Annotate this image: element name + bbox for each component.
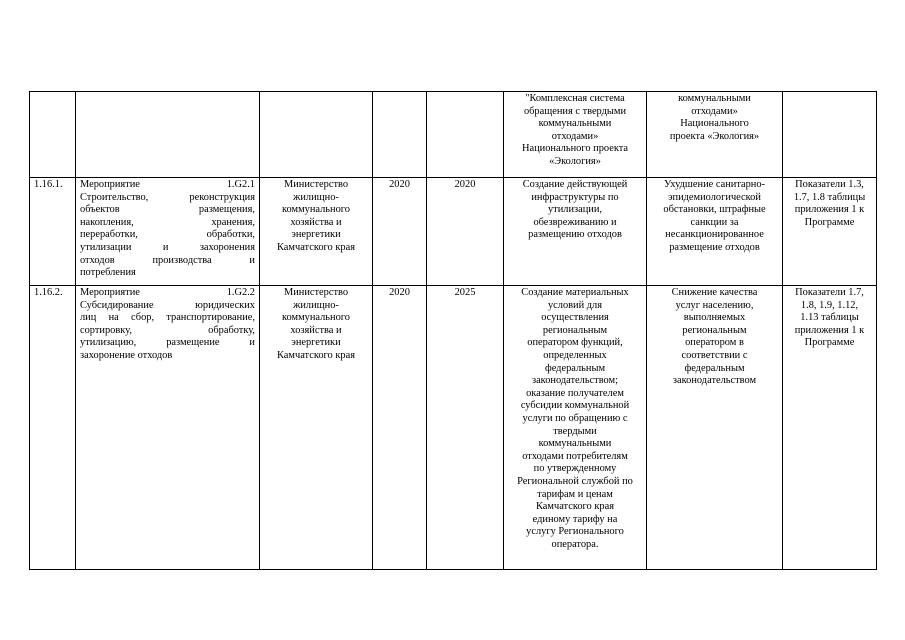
measure-line: Мероприятие 1.G2.2 <box>80 287 255 298</box>
executor-line: энергетики <box>291 337 341 349</box>
indicators-line: Программе <box>804 216 855 228</box>
consequence-line: услуг населению, <box>675 299 754 311</box>
consequence-line: санкции за <box>690 216 739 228</box>
result-line: Создание материальных <box>521 287 629 298</box>
measure-line: переработки, обработки, <box>80 229 255 241</box>
cell-year-end <box>427 92 504 178</box>
cell-year-start <box>373 92 427 178</box>
executor-line: хозяйства и <box>290 216 342 228</box>
executor-line: хозяйства и <box>290 324 342 336</box>
consequence-line: размещение отходов <box>669 241 760 253</box>
cell-executor <box>260 92 373 178</box>
result-line: "Комплексная система <box>525 93 625 104</box>
measure-line: Мероприятие 1.G2.1 <box>80 179 255 190</box>
table-row-continuation <box>30 92 877 178</box>
consequence-line: отходами» <box>691 105 738 117</box>
measure-line: утилизации и захоронения <box>80 241 255 253</box>
table-row <box>30 178 877 286</box>
measure-line: Субсидирование юридических <box>80 299 255 311</box>
consequence-line: эпидемиологической <box>668 191 761 203</box>
cell-result <box>504 92 647 178</box>
cell-measure <box>76 178 260 286</box>
consequence-line: Национального <box>680 118 749 130</box>
result-line: определенных <box>543 349 607 361</box>
result-line: Камчатского края <box>536 501 614 513</box>
measures-table <box>29 91 877 570</box>
result-line: условий для <box>547 299 603 311</box>
consequence-line: Ухудшение санитарно- <box>663 179 766 190</box>
result-line: «Экология» <box>549 155 601 167</box>
executor-line: энергетики <box>291 229 341 241</box>
consequence-line: соответствии с <box>681 349 748 361</box>
executor-line: жилищно- <box>293 299 339 311</box>
cell-year-end: 2020 <box>427 178 504 286</box>
result-line: коммунальными <box>538 438 612 450</box>
indicators-line: приложения 1 к <box>794 324 865 336</box>
measure-line: захоронение отходов <box>80 349 173 361</box>
cell-indicators <box>783 92 877 178</box>
result-line: Национального проекта <box>521 143 629 155</box>
indicators-line: Показатели 1.3, <box>795 179 864 190</box>
consequence-line: коммунальными <box>678 93 751 104</box>
result-line: Региональной службой по <box>517 475 633 487</box>
indicators-line: 1.7, 1.8 таблицы <box>793 191 866 203</box>
executor-line: Министерство <box>283 179 349 190</box>
result-line: отходами» <box>551 130 599 142</box>
cell-measure <box>76 286 260 570</box>
result-line: услугу Регионального <box>526 526 624 538</box>
measure-line: объектов размещения, <box>80 204 255 216</box>
measure-line: отходов производства и <box>80 254 255 266</box>
result-line: законодательством; <box>531 375 619 387</box>
result-line: утилизации, <box>547 204 603 216</box>
executor-line: Камчатского края <box>277 349 355 361</box>
executor-line: коммунального <box>281 312 350 324</box>
indicators-line: Программе <box>804 337 855 349</box>
cell-number <box>30 92 76 178</box>
result-line: федеральным <box>544 362 606 374</box>
cell-year-start: 2020 <box>373 178 427 286</box>
cell-number: 1.16.2. <box>30 286 76 570</box>
consequence-line: Снижение качества <box>671 287 758 298</box>
consequence-line: несанкционированное <box>665 229 764 241</box>
consequence-line: выполняемых <box>683 312 746 324</box>
cell-number: 1.16.1. <box>30 178 76 286</box>
consequence-line: обстановки, штрафные <box>663 204 766 216</box>
measure-line: Строительство, реконструкция <box>80 191 255 203</box>
result-line: размещению отходов <box>528 229 622 241</box>
indicators-line: Показатели 1.7, <box>795 287 864 298</box>
result-line: региональным <box>542 324 608 336</box>
measure-line: сортировку, обработку, <box>80 324 255 336</box>
executor-line: Камчатского края <box>277 241 355 253</box>
result-line: услуги по обращению с <box>522 412 628 424</box>
result-line: Создание действующей <box>522 179 628 190</box>
result-line: осуществления <box>541 312 609 324</box>
cell-consequence <box>647 92 783 178</box>
result-line: тарифам и ценам <box>537 488 613 500</box>
result-line: отходами потребителям <box>522 450 628 462</box>
table-row <box>30 286 877 570</box>
result-line: обезвреживанию и <box>533 216 617 228</box>
measure-line: утилизацию, размещение и <box>80 337 255 349</box>
executor-line: коммунального <box>281 204 350 216</box>
cell-consequence <box>647 286 783 570</box>
result-line: субсидии коммунальной <box>520 400 630 412</box>
executor-line: жилищно- <box>293 191 339 203</box>
cell-indicators <box>783 178 877 286</box>
cell-measure <box>76 92 260 178</box>
cell-consequence <box>647 178 783 286</box>
result-line: коммунальными <box>538 118 612 130</box>
cell-result <box>504 286 647 570</box>
consequence-line: оператором в <box>685 337 744 349</box>
result-line: оператором функций, <box>527 337 623 349</box>
consequence-line: региональным <box>682 324 747 336</box>
result-line: по утвержденному <box>533 463 617 475</box>
indicators-line: 1.13 таблицы <box>800 312 859 324</box>
cell-year-end: 2025 <box>427 286 504 570</box>
indicators-line: приложения 1 к <box>794 204 865 216</box>
result-line: оказание получателем <box>526 387 624 399</box>
result-line: твердыми <box>553 425 597 437</box>
cell-indicators <box>783 286 877 570</box>
result-line: обращения с твердыми <box>523 105 627 117</box>
indicators-line: 1.8, 1.9, 1.12, <box>800 299 859 311</box>
result-line: инфраструктуры по <box>531 191 619 203</box>
cell-year-start: 2020 <box>373 286 427 570</box>
cell-result <box>504 178 647 286</box>
executor-line: Министерство <box>283 287 349 298</box>
consequence-line: федеральным <box>684 362 745 374</box>
consequence-line: проекта «Экология» <box>669 130 760 142</box>
measure-line: накопления, хранения, <box>80 216 255 228</box>
cell-executor <box>260 286 373 570</box>
cell-executor <box>260 178 373 286</box>
measure-line: потребления <box>80 267 136 279</box>
result-line: оператора. <box>551 538 599 550</box>
consequence-line: законодательством <box>672 375 757 387</box>
result-line: единому тарифу на <box>532 513 618 525</box>
measure-line: лиц на сбор, транспортирование, <box>80 312 255 324</box>
